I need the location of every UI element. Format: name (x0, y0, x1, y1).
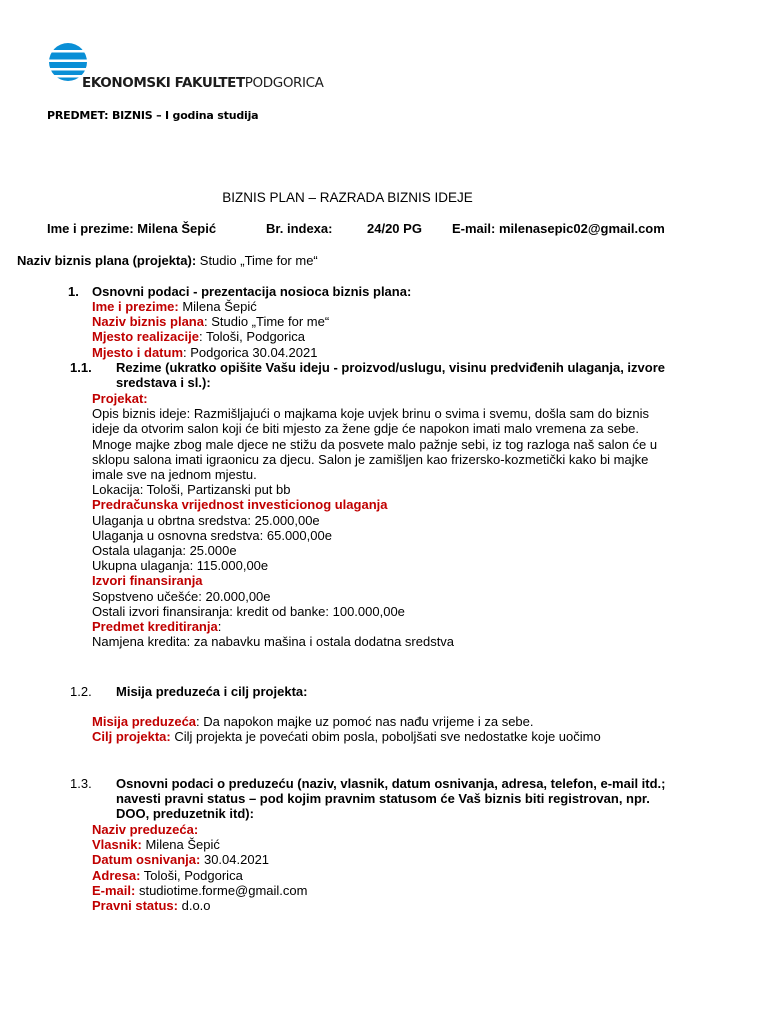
goal-row: Cilj projekta: Cilj projekta je povećati obim posla, poboljšati sve nedostatke koje uočimo (92, 729, 601, 745)
detail-row: Mjesto realizacije: Tološi, Podgorica (92, 329, 305, 345)
company-row: Naziv preduzeća: (92, 822, 199, 837)
company-row: Vlasnik: Milena Šepić (92, 837, 220, 853)
subject-line: PREDMET: BIZNIS – I godina studija (47, 109, 259, 122)
credit-purpose: Namjena kredita: za nabavku mašina i ostala dodatna sredstva (92, 634, 455, 650)
section-1-2-body (92, 714, 722, 744)
mission-row: Misija preduzeća: Da napokon majke uz pomoć nas nađu vrijeme i za sebe. (92, 714, 534, 729)
section-1-1-title: Rezime (ukratko opišite Vašu ideju - proizvod/uslugu, visinu predviđenih ulaganja, izvore sredstava i sl.): (116, 360, 665, 391)
section-1-2-title: Misija preduzeća i cilj projekta: (116, 684, 308, 699)
investment-line: Ulaganja u osnovna sredstva: 65.000,00e (92, 527, 332, 543)
projekat-label: Projekat: (92, 391, 148, 406)
company-row: Datum osnivanja: 30.04.2021 (92, 852, 270, 868)
description-line: imale sve na jednom mjestu. (92, 467, 257, 483)
company-row: E-mail: studiotime.forme@gmail.com (92, 882, 308, 898)
section-1-title: Osnovni podaci - prezentacija nosioca biznis plana: (92, 284, 412, 299)
student-email: E-mail: milenasepic02@gmail.com (452, 221, 665, 236)
credit-row: Predmet kreditiranja: (92, 619, 222, 635)
section-1-2-number: 1.2. (70, 684, 92, 699)
plan-name-label: Naziv biznis plana (projekta): (17, 253, 197, 268)
plan-name-value: Studio „Time for me“ (196, 253, 318, 268)
investment-line: Ostala ulaganja: 25.000e (92, 543, 237, 559)
student-name: Ime i prezime: Milena Šepić (47, 221, 217, 236)
faculty-logo (46, 42, 324, 94)
detail-row: Mjesto i datum: Podgorica 30.04.2021 (92, 344, 318, 360)
investment-line: Ukupna ulaganja: 115.000,00e (92, 558, 269, 574)
section-1-3-body (92, 822, 722, 913)
company-row: Pravni status: d.o.o (92, 898, 211, 914)
page-title: BIZNIS PLAN – RAZRADA BIZNIS IDEJE (222, 190, 473, 205)
description-line: Mnoge majke zbog male djece ne stižu da posvete malo pažnje sebi, iz tog razloga naš salon će u (92, 436, 658, 452)
section-1-1-body (92, 391, 722, 649)
location-line: Lokacija: Tološi, Partizanski put bb (92, 482, 291, 498)
logo-wordmark: EKONOMSKI FAKULTETPODGORICA (82, 75, 324, 91)
sources-line: Sopstveno učešće: 20.000,00e (92, 588, 271, 604)
section-1-3-title: Osnovni podaci o preduzeću (naziv, vlasnik, datum osnivanja, adresa, telefon, e-mail itd.; navesti pravni status – pod kojim pravnim statusom će Vaš biznis biti registrovan, npr. DOO, preduzetnik itd): (116, 776, 666, 822)
index-value: 24/20 PG (367, 221, 422, 236)
index-label: Br. indexa: (266, 221, 333, 236)
company-row: Adresa: Tološi, Podgorica (92, 867, 243, 883)
sources-label: Izvori finansiranja (92, 573, 203, 589)
description-line: sklopu salona imati igraonicu za djecu. Salon je zamišljen kao frizersko-kozmetički kako bi majke (92, 451, 649, 467)
section-1 (68, 284, 728, 299)
section-1-3-number: 1.3. (70, 776, 92, 791)
investment-line: Ulaganja u obrtna sredstva: 25.000,00e (92, 512, 320, 528)
section-1-1-number: 1.1. (70, 360, 92, 375)
section-1-details (92, 299, 722, 360)
section-1-number: 1. (68, 284, 79, 299)
plan-name-line (17, 253, 318, 268)
description-line: ideje da otvorim salon koji će biti mjesto za žene gdje će napokon imati malo vremena za sebe. (92, 421, 640, 437)
detail-row: Naziv biznis plana: Studio „Time for me“ (92, 314, 330, 330)
detail-row: Ime i prezime: Milena Šepić (92, 299, 257, 314)
description-line: Opis biznis ideje: Razmišljajući o majkama koje uvjek brinu o svima i svemu, došla sam do biznis (92, 406, 650, 422)
investment-label: Predračunska vrijednost investicionog ulaganja (92, 497, 388, 513)
sources-line: Ostali izvori finansiranja: kredit od banke: 100.000,00e (92, 603, 405, 619)
